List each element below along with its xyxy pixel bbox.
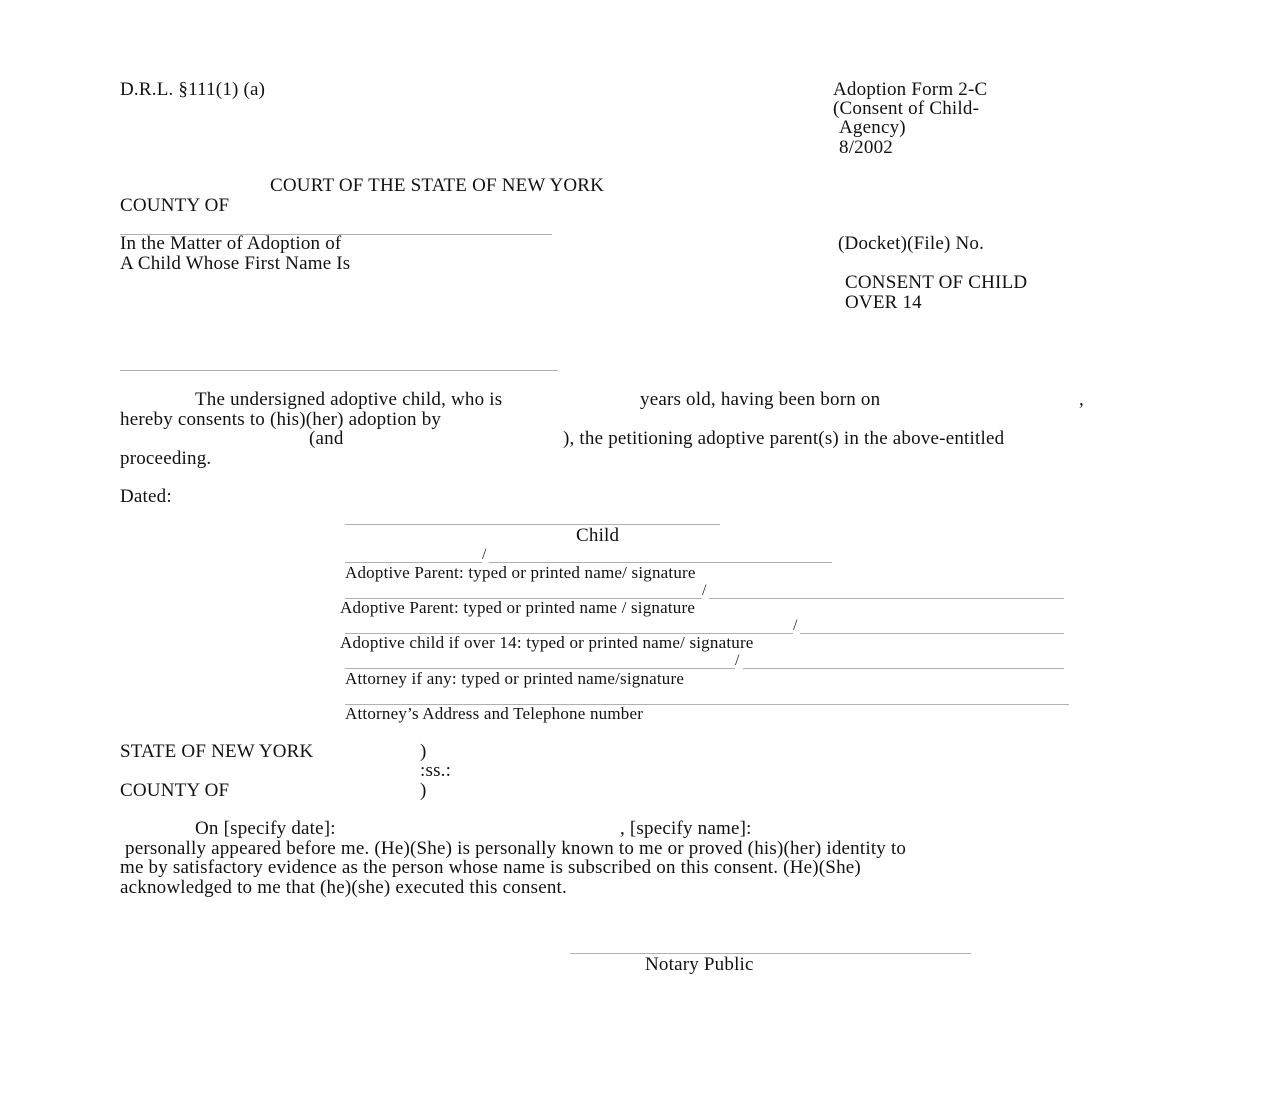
acknowledgment-text: personally appeared before me. (He)(She) is personally known to me or proved (his)(her) identity to: [125, 838, 907, 859]
acknowledgment-text: On [specify date]:: [195, 818, 336, 839]
consent-text: The undersigned adoptive child, who is: [195, 389, 503, 410]
consent-text: years old, having been born on: [640, 389, 881, 410]
docket-number-label: (Docket)(File) No.: [838, 233, 985, 254]
slash: /: [793, 617, 798, 634]
acknowledgment-text: , [specify name]:: [620, 818, 752, 839]
consent-text: ,: [1079, 389, 1084, 410]
consent-text: (and: [309, 428, 344, 449]
notary-label: Notary Public: [645, 954, 754, 975]
slash: /: [482, 546, 487, 563]
venue-paren: ): [420, 780, 427, 801]
parent2-label: Adoptive Parent: typed or printed name / signature: [340, 598, 696, 617]
form-number: Adoption Form 2-C: [833, 79, 988, 100]
dated-label: Dated:: [120, 486, 172, 507]
attorney-label: Attorney if any: typed or printed name/signature: [345, 669, 685, 688]
parent1-label: Adoptive Parent: typed or printed name/ signature: [345, 563, 696, 582]
child-label: Child: [576, 525, 620, 546]
consent-text: hereby consents to (his)(her) adoption by: [120, 409, 442, 430]
matter-line-1: In the Matter of Adoption of: [120, 233, 342, 254]
acknowledgment-text: acknowledged to me that (he)(she) executed this consent.: [120, 877, 567, 898]
document-title-2: OVER 14: [845, 292, 922, 313]
attorney-address-label: Attorney’s Address and Telephone number: [345, 704, 644, 723]
form-date: 8/2002: [839, 137, 893, 158]
acknowledgment-text: me by satisfactory evidence as the person whose name is subscribed on this consent. (He)(She): [120, 857, 861, 878]
slash: /: [702, 582, 707, 599]
document-title-1: CONSENT OF CHILD: [845, 272, 1028, 293]
matter-line-2: A Child Whose First Name Is: [120, 253, 351, 274]
venue-ss: :ss.:: [420, 760, 452, 781]
slash: /: [735, 652, 740, 669]
consent-text: ), the petitioning adoptive parent(s) in the above-entitled: [563, 428, 1005, 449]
court-name: COURT OF THE STATE OF NEW YORK: [270, 175, 605, 196]
form-subtitle-2: Agency): [839, 117, 906, 138]
notary-signature-line[interactable]: [570, 953, 971, 954]
venue-county: COUNTY OF: [120, 780, 230, 801]
consent-text: proceeding.: [120, 448, 212, 469]
attorney-signature-line[interactable]: [743, 668, 1064, 669]
caption-line: [120, 370, 558, 371]
county-label: COUNTY OF: [120, 195, 230, 216]
form-subtitle: (Consent of Child-: [833, 98, 980, 119]
parent2-signature-line[interactable]: [709, 598, 1064, 599]
statute-reference: D.R.L. §111(1) (a): [120, 79, 266, 100]
venue-paren: ): [420, 741, 427, 762]
child-signature-line[interactable]: [345, 524, 720, 525]
venue-state: STATE OF NEW YORK: [120, 741, 314, 762]
child14-signature-line[interactable]: [800, 633, 1064, 634]
child14-label: Adoptive child if over 14: typed or printed name/ signature: [340, 633, 754, 652]
